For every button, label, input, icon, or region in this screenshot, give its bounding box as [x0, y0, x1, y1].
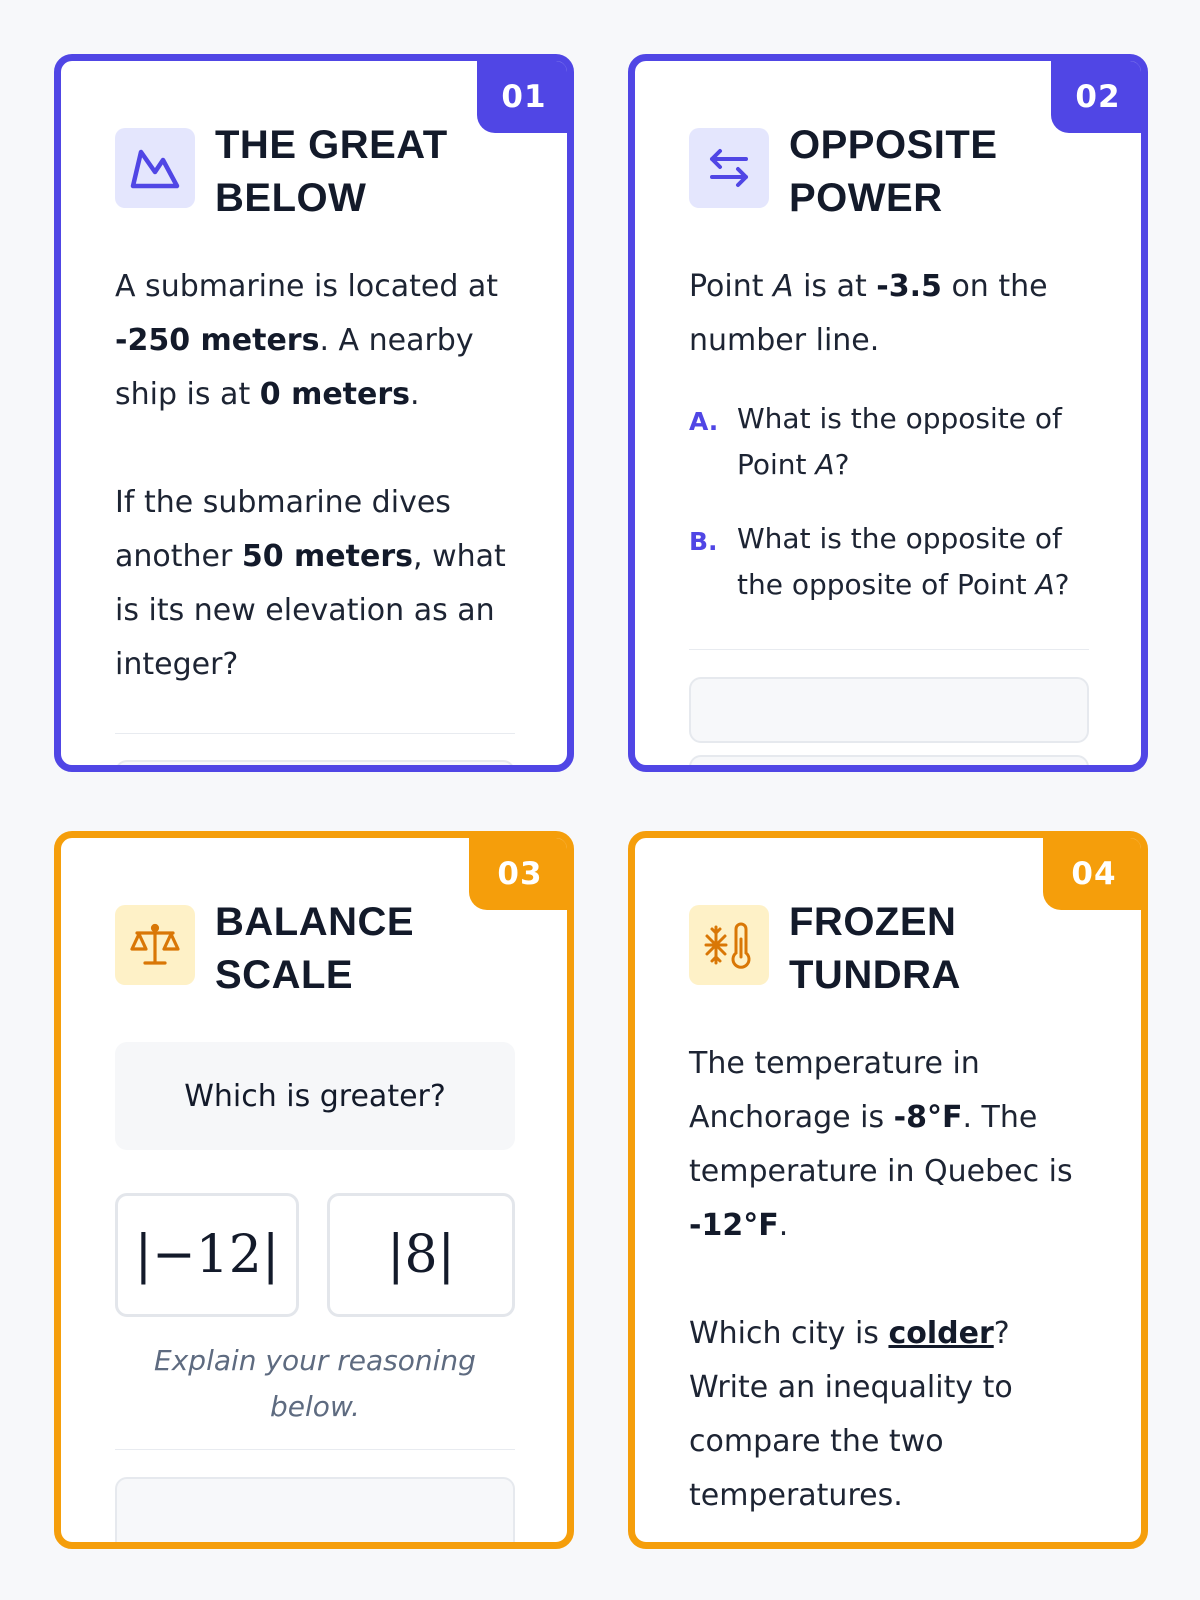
- explain-instruction: Explain your reasoning below.: [154, 1344, 476, 1423]
- swap-arrows-icon: [689, 128, 769, 208]
- answer-input[interactable]: [115, 760, 515, 772]
- compare-right-value[interactable]: |8|: [327, 1193, 515, 1317]
- card-number-badge: 02: [1051, 61, 1141, 133]
- problem-card-1: [54, 54, 574, 772]
- answer-input-b[interactable]: [689, 755, 1089, 772]
- compare-left-value[interactable]: |−12|: [115, 1193, 299, 1317]
- card-title: OPPOSITE POWER: [789, 123, 998, 220]
- balance-scale-icon: [115, 905, 195, 985]
- problem-text: The temperature in Anchorage is -8°F. The temperature in Quebec is -12°F. Which city is colder? Write an inequality to compare the two temperatures.: [689, 1046, 1073, 1513]
- card-title: FROZEN TUNDRA: [789, 900, 961, 997]
- card-title: THE GREAT BELOW: [215, 123, 448, 220]
- mountain-icon: [115, 128, 195, 208]
- card-number-badge: 03: [469, 838, 567, 910]
- card-number-badge: 01: [477, 61, 567, 133]
- problem-text: Point A is at -3.5 on the number line.: [689, 269, 1048, 358]
- question-b: B. What is the opposite of the opposite of Point A?: [689, 522, 1070, 601]
- card-title: BALANCE SCALE: [215, 900, 415, 997]
- problem-card-3: [54, 831, 574, 1549]
- problem-card-2: [628, 54, 1148, 772]
- answer-input-a[interactable]: [689, 677, 1089, 743]
- divider: [115, 733, 515, 734]
- divider: [115, 1449, 515, 1450]
- thermometer-snowflake-icon: [689, 905, 769, 985]
- divider: [689, 649, 1089, 650]
- card-number-badge: 04: [1043, 838, 1141, 910]
- problem-text: A submarine is located at -250 meters. A nearby ship is at 0 meters. If the submarine dives another 50 meters, what is its new elevation as an integer?: [115, 269, 506, 682]
- reasoning-input[interactable]: [115, 1477, 515, 1549]
- problem-card-4: [628, 831, 1148, 1549]
- prompt-box: Which is greater?: [115, 1042, 515, 1150]
- question-a: A. What is the opposite of Point A?: [689, 402, 1062, 481]
